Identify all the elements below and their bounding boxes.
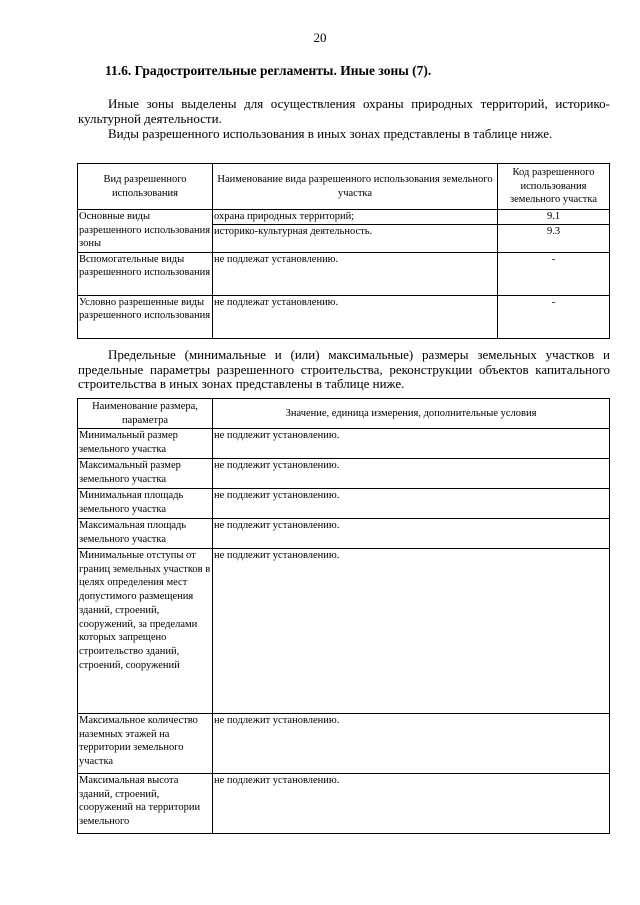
table1-main-name: охрана природных территорий; <box>213 210 498 225</box>
table1-main-code: 9.1 <box>498 210 610 225</box>
table1-main-label: Основные виды разрешенного использования зоны <box>78 210 213 253</box>
table2-param: Минимальный размер земельного участка <box>78 429 213 459</box>
table1-header-use-name: Наименование вида разрешенного использования земельного участка <box>213 164 498 210</box>
parameters-table <box>77 398 610 834</box>
table2-header-param: Наименование размера, параметра <box>78 399 213 429</box>
table2-header-value: Значение, единица измерения, дополнительные условия <box>213 399 610 429</box>
table2-value: не подлежит установлению. <box>213 489 610 519</box>
table2-param: Максимальная высота зданий, строений, сооружений на территории земельного <box>78 774 213 834</box>
table2-intro-paragraph: Предельные (минимальные и (или) максимальные) размеры земельных участков и предельные параметры разрешенного строительства, реконструкции объектов капитального строительства в иных зонах представлены в таблице ниже. <box>78 347 610 391</box>
table1-cond-label: Условно разрешенные виды разрешенного использования <box>78 295 213 338</box>
intro-paragraph: Иные зоны выделены для осуществления охраны природных территорий, историко-культурной деятельности. <box>78 96 610 126</box>
table1-intro-paragraph: Виды разрешенного использования в иных зонах представлены в таблице ниже. <box>108 126 553 141</box>
table2-param: Минимальная площадь земельного участка <box>78 489 213 519</box>
page-number: 20 <box>313 30 327 45</box>
table2-value: не подлежит установлению. <box>213 459 610 489</box>
permitted-use-table <box>77 163 610 339</box>
section-heading: 11.6. Градостроительные регламенты. Иные зоны (7). <box>105 63 432 78</box>
table2-value: не подлежит установлению. <box>213 774 610 834</box>
table1-cond-code: - <box>498 295 610 338</box>
table1-main-code: 9.3 <box>498 224 610 252</box>
table2-param: Максимальное количество наземных этажей на территории земельного участка <box>78 714 213 774</box>
table1-aux-label: Вспомогательные виды разрешенного использования <box>78 252 213 295</box>
table2-value: не подлежит установлению. <box>213 549 610 714</box>
table1-cond-name: не подлежат установлению. <box>213 295 498 338</box>
table1-main-name: историко-культурная деятельность. <box>213 224 498 252</box>
table2-param: Максимальный размер земельного участка <box>78 459 213 489</box>
table1-aux-name: не подлежат установлению. <box>213 252 498 295</box>
table2-value: не подлежит установлению. <box>213 519 610 549</box>
table1-header-use-type: Вид разрешенного использования <box>78 164 213 210</box>
table2-value: не подлежит установлению. <box>213 429 610 459</box>
table1-header-use-code: Код разрешенного использования земельного участка <box>498 164 610 210</box>
table2-value: не подлежит установлению. <box>213 714 610 774</box>
table1-aux-code: - <box>498 252 610 295</box>
table2-param: Максимальная площадь земельного участка <box>78 519 213 549</box>
table2-param: Минимальные отступы от границ земельных участков в целях определения мест допустимого размещения зданий, строений, сооружений, за пределами которых запрещено строительство зданий, строений, сооружений <box>78 549 213 714</box>
